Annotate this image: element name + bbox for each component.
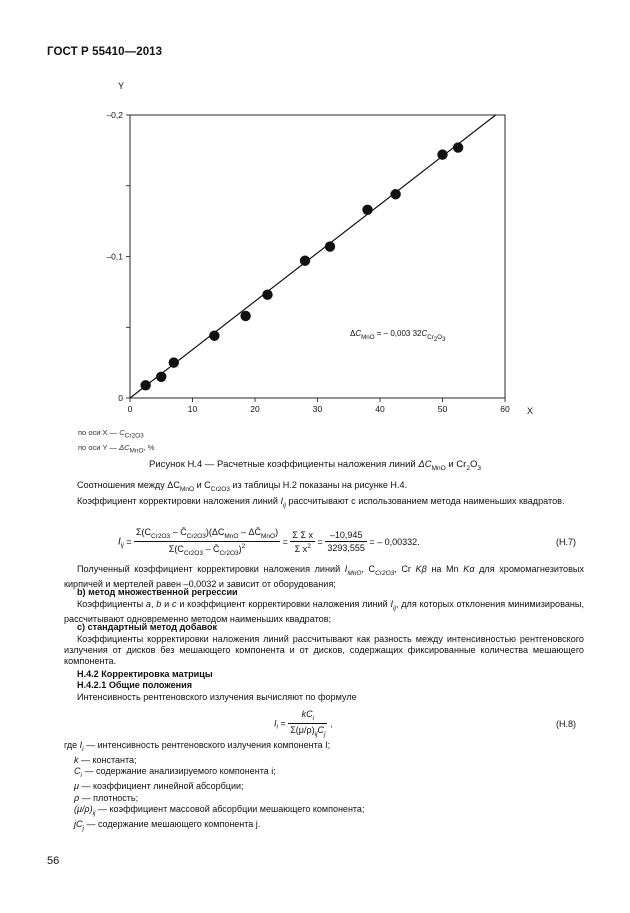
data-point — [325, 241, 335, 251]
data-point — [209, 331, 219, 341]
p3-cr: , Cr — [394, 564, 416, 574]
definition-item — [64, 755, 364, 766]
definition-symbol: I — [79, 740, 83, 750]
annotation-part: 2 — [433, 336, 438, 343]
caption-post: и Cr — [445, 459, 467, 470]
definition-subscript: i — [82, 745, 84, 753]
legend-y — [78, 443, 154, 455]
definition-text: — коэффициент массовой абсорбции мешающего компонента; — [95, 804, 365, 815]
eq7-den-sub-1: Cr2O3 — [183, 549, 203, 557]
p2-sub: ij — [283, 501, 286, 509]
p3-csub: Cr2O3 — [375, 569, 395, 577]
x-tick-label: 50 — [437, 404, 448, 414]
annotation-part: C — [355, 329, 362, 338]
eq8-num-sub: i — [312, 714, 315, 722]
p4-end: , для которых отклонения минимизированы, рассчитывают одновременно методом наименьших квадратов; — [64, 599, 584, 624]
definition-text: — содержание мешающего компонента j. — [83, 819, 261, 830]
eq7-sum-fraction — [290, 530, 315, 554]
p3-ka: Kα — [463, 564, 475, 574]
eq7-num-5: ) — [275, 527, 279, 537]
data-point — [453, 142, 463, 152]
eq7-num-1: Σ(C — [135, 527, 152, 537]
eq7-den-1: Σ(C — [168, 543, 184, 554]
y-tick-label: –0,1 — [106, 251, 123, 262]
eq7-sum-den-text: Σ x — [294, 543, 308, 554]
definition-subscript: ij — [92, 809, 96, 817]
definition-text: — плотность; — [79, 792, 139, 803]
legend-y-sub: MnO — [129, 447, 144, 455]
p2-var: I — [280, 496, 284, 506]
p4-i: I — [390, 599, 394, 609]
annotation-part: Cr — [427, 334, 434, 341]
heading-h42: Н.4.2 Корректировка матрицы — [77, 669, 213, 679]
caption-post2: O — [469, 459, 478, 470]
x-tick-label: 0 — [127, 404, 133, 414]
data-point — [362, 205, 372, 215]
eq8-numerator — [288, 709, 327, 724]
legend-y-prefix: по оси Y — — [78, 443, 117, 452]
definition-text: — коэффициент линейной абсорбции; — [78, 781, 244, 792]
eq7-dot: . — [417, 536, 420, 547]
eq8-lhs: I — [274, 718, 277, 729]
p4-sep2: и — [161, 599, 172, 609]
definitions-list — [64, 740, 364, 834]
eq7-num-3: )(ΔC — [205, 527, 225, 537]
p1-end: из таблицы Н.2 показаны на рисунке Н.4. — [229, 480, 408, 490]
eq7-val-den: 3293,555 — [327, 543, 365, 554]
paragraph-relations — [77, 480, 577, 495]
eq7-eq3: = — [317, 536, 323, 547]
legend-y-var: ΔC — [119, 443, 130, 452]
eq8-fraction — [288, 709, 327, 738]
caption-sub3: 3 — [477, 464, 481, 472]
page-number: 56 — [47, 855, 60, 867]
annotation-part: MnO — [361, 334, 375, 341]
caption-sub2: 2 — [466, 464, 470, 472]
legend-y-unit: , % — [143, 443, 155, 452]
p3-end: для хромомагнезитовых кирпичей и мертелей равен –0,0032 и зависит от оборудования; — [64, 564, 585, 589]
eq8-lhs-sub: i — [276, 723, 278, 731]
p3-text: Полученный коэффициент корректировки наложения линий — [77, 564, 345, 574]
definition-symbol: jC — [74, 819, 83, 830]
definition-symbol: k — [74, 755, 79, 766]
eq7-numerator — [134, 527, 280, 542]
y-tick-label: –0,2 — [106, 110, 123, 120]
y-axis-name: Y — [118, 81, 125, 91]
annotation-part: 3 — [442, 336, 446, 343]
caption-var: ΔC — [418, 459, 432, 470]
definition-text: — интенсивность рентгеновского излучения компонента I; — [83, 740, 331, 750]
equation-h7 — [118, 527, 588, 557]
definition-item — [64, 793, 364, 804]
legend-x — [78, 428, 144, 440]
annotation-part: O — [437, 334, 443, 341]
equation-h8 — [274, 709, 332, 738]
eq8-denominator — [288, 724, 327, 738]
annotation-part: Δ — [350, 329, 356, 338]
eq7-num-sub-3: MnO — [224, 532, 239, 540]
definition-subscript: j — [82, 824, 84, 832]
eq7-lhs-sub: ij — [120, 541, 124, 549]
definition-prefix: где — [64, 740, 80, 750]
p4-isub: ij — [393, 604, 396, 612]
data-point — [169, 357, 179, 367]
definition-text: — константа; — [78, 755, 137, 766]
x-tick-label: 30 — [312, 404, 323, 414]
x-axis-name: X — [527, 406, 534, 416]
eq7-lhs: I — [118, 536, 121, 548]
eq8-den-sub2: j — [324, 730, 326, 738]
definition-item — [64, 740, 364, 755]
eq7-den-sub-2: Cr2O3 — [219, 549, 239, 557]
p1-sub: MnO — [179, 485, 195, 493]
definition-symbol: μ — [74, 781, 79, 792]
caption-pre: Рисунок Н.4 — Расчетные коэффициенты наложения линий — [149, 459, 419, 470]
eq7-num-sub-2: Cr2O3 — [186, 532, 206, 540]
definition-text: — содержание анализируемого компонента i; — [81, 766, 276, 777]
p3-kb: Kβ — [415, 564, 427, 574]
p4-mid: и коэффициент корректировки наложения линий — [176, 599, 391, 609]
p2-end: рассчитывают с использованием метода наименьших квадратов. — [285, 496, 565, 506]
eq7-denominator: $\Sigma(C_{Cr2O3}$ – $C̄_{Cr2O3})^2$ — [168, 542, 246, 557]
paragraph-regression — [64, 599, 584, 625]
eq8-dot: , — [329, 718, 333, 729]
eq7-num-sub-4: MnO — [261, 532, 276, 540]
paragraph-coefficient — [64, 496, 584, 511]
x-tick-label: 20 — [250, 404, 260, 414]
annotation-part: C — [421, 329, 428, 338]
definition-item — [64, 804, 364, 819]
paragraph-additions: Коэффициенты корректировки наложения линий рассчитывают как разность между интенсивностью рентгеновского излучения от дисков без мешающего компонента и от дисков, содержащих фиксированные количества мешающего компонента. — [64, 634, 584, 666]
caption-sub: MnO — [431, 464, 446, 472]
p4-b: b — [156, 599, 162, 609]
p3-comma: , C — [361, 564, 376, 574]
eq7-den-3: ) — [238, 543, 242, 554]
eq7-main-fraction — [134, 527, 280, 557]
p3-isub: MnO — [347, 569, 362, 577]
plot-frame — [130, 115, 505, 398]
p2-text: Коэффициент корректировки наложения линий — [77, 496, 281, 506]
data-point — [140, 380, 150, 390]
legend-x-var: C — [119, 428, 125, 437]
eq7-num-4: – ΔC̄ — [238, 527, 261, 537]
document-header: ГОСТ Р 55410—2013 — [47, 46, 163, 58]
eq7-sum-den: Σ $x^2$ — [294, 542, 311, 554]
eq7-eq2: = — [282, 536, 288, 547]
data-point — [437, 149, 447, 159]
p1-mid: и C — [194, 480, 211, 490]
definition-subscript: i — [80, 772, 82, 780]
p4-sep1: , — [150, 599, 157, 609]
p1-text: Соотношения между ΔC — [77, 480, 180, 490]
annotation-part: = – 0,003 32 — [374, 329, 422, 338]
eq7-sum-num: Σ Σ x — [292, 529, 314, 540]
definition-item — [64, 766, 364, 781]
x-tick-label: 10 — [187, 404, 198, 414]
eq7-value-fraction — [325, 530, 367, 553]
definition-item — [64, 781, 364, 792]
x-tick-label: 60 — [500, 404, 510, 414]
eq7-den-2: – C̄ — [202, 543, 220, 554]
p1-sub2: Cr2O3 — [210, 485, 230, 493]
equation-label-h8: (Н.8) — [556, 719, 576, 729]
figure-caption — [0, 459, 630, 472]
p3-mn: на Mn — [426, 564, 464, 574]
definition-symbol: (μ/ρ) — [74, 804, 93, 815]
data-point — [156, 372, 166, 382]
p4-c: c — [171, 599, 177, 609]
data-point — [240, 311, 250, 321]
definition-symbol: ρ — [74, 792, 80, 803]
eq8-den: Σ(μ/ρ) — [290, 724, 315, 735]
heading-h421: Н.4.2.1 Общие положения — [77, 680, 193, 690]
eq7-num-sub-1: Cr2O3 — [151, 532, 171, 540]
eq7-result: = – 0,00332 — [369, 536, 418, 547]
p4-text: Коэффициенты — [77, 599, 146, 609]
data-point — [390, 189, 400, 199]
legend-x-sub: Cr2O3 — [124, 432, 144, 440]
legend-x-prefix: по оси X — — [78, 428, 118, 437]
y-tick-label: 0 — [118, 393, 123, 403]
x-tick-label: 40 — [375, 404, 385, 414]
eq8-den-sub: ij — [314, 730, 318, 738]
eq8-den2: C — [317, 724, 324, 735]
paragraph-result — [64, 564, 584, 590]
data-point — [300, 256, 310, 266]
paragraph-formula-intro: Интенсивность рентгеновского излучения вычисляют по формуле — [77, 692, 357, 702]
data-point — [262, 290, 272, 300]
annotation-equation — [350, 329, 446, 343]
heading-c: c) стандартный метод добавок — [77, 622, 218, 632]
p3-i: I — [344, 564, 348, 574]
eq7-num-2: – C̄ — [170, 527, 187, 537]
eq7-val-num: –10,945 — [325, 530, 367, 542]
definition-symbol: C — [74, 766, 81, 777]
definition-item — [64, 819, 364, 834]
eq8-num: kC — [301, 709, 313, 719]
equation-label-h7: (Н.7) — [556, 537, 576, 547]
eq8-eq: = — [277, 718, 289, 729]
heading-b: b) метод множественной регрессии — [77, 587, 238, 597]
p4-a: a — [145, 599, 151, 609]
eq7-eq1: = — [126, 536, 132, 547]
